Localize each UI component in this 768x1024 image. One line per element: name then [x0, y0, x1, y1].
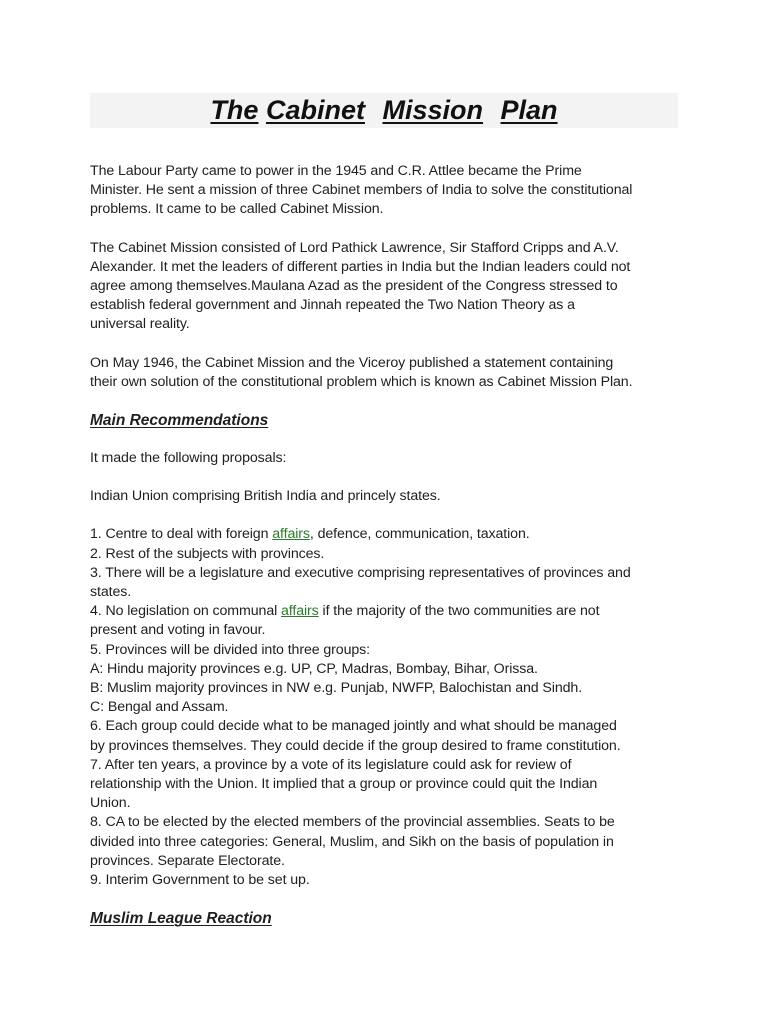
title-word: Mission [382, 95, 484, 125]
list-item: relationship with the Union. It implied that a group or province could quit the Indian [90, 776, 598, 793]
proposals-intro: It made the following proposals: [90, 450, 287, 467]
affairs-link[interactable]: affairs [281, 603, 319, 620]
recommendations-list [90, 525, 678, 890]
section-heading-league-reaction: Muslim League Reaction [90, 910, 272, 928]
list-item: present and voting in favour. [90, 622, 266, 639]
list-item: divided into three categories: General, Muslim, and Sikh on the basis of population in [90, 833, 614, 850]
list-item: 2. Rest of the subjects with provinces. [90, 545, 325, 562]
list-item: 8. CA to be elected by the elected members of the provincial assemblies. Seats to be [90, 814, 615, 831]
list-item: 3. There will be a legislature and executive comprising representatives of provinces and [90, 564, 631, 581]
title-bar [90, 93, 678, 128]
list-item: states. [90, 584, 132, 601]
title-word: Cabinet [265, 95, 365, 125]
section-heading-recommendations: Main Recommendations [90, 412, 269, 430]
list-item: 5. Provinces will be divided into three groups: [90, 641, 370, 658]
list-item: provinces. Separate Electorate. [90, 852, 285, 869]
list-item: B: Muslim majority provinces in NW e.g. Punjab, NWFP, Balochistan and Sindh. [90, 680, 583, 697]
affairs-link[interactable]: affairs [272, 526, 310, 543]
title-word: Plan [500, 95, 558, 125]
list-item: 4. No legislation on communal affairs if the majority of the two communities are not [90, 603, 600, 620]
list-item: A: Hindu majority provinces e.g. UP, CP, Madras, Bombay, Bihar, Orissa. [90, 660, 538, 677]
list-item: 1. Centre to deal with foreign affairs, defence, communication, taxation. [90, 526, 530, 543]
paragraph-mission-members: The Cabinet Mission consisted of Lord Pathick Lawrence, Sir Stafford Cripps and A.V. Alexander. It met the leaders of different parties in India but the Indian leaders could not agree among themselves.Maulana Azad as the president of the Congress stressed to establish federal government and Jinnah repeated the Two Nation Theory as a universal reality. [90, 239, 631, 333]
list-item: C: Bengal and Assam. [90, 699, 229, 716]
page-title [90, 93, 678, 128]
paragraph-intro: The Labour Party came to power in the 1945 and C.R. Attlee became the Prime Minister. He sent a mission of three Cabinet members of India to solve the constitutional problems. It came to be called Cabinet Mission. [90, 163, 633, 218]
document-page [90, 93, 678, 947]
paragraph-plan-statement: On May 1946, the Cabinet Mission and the Viceroy published a statement containing their own solution of the constitutional problem which is known as Cabinet Mission Plan. [90, 354, 633, 390]
indian-union-line: Indian Union comprising British India and princely states. [90, 488, 441, 505]
title-word: The [210, 95, 259, 125]
list-item: 7. After ten years, a province by a vote of its legislature could ask for review of [90, 756, 572, 773]
list-item: Union. [90, 795, 131, 812]
list-item: 9. Interim Government to be set up. [90, 872, 310, 889]
list-item: 6. Each group could decide what to be managed jointly and what should be managed [90, 718, 617, 735]
list-item: by provinces themselves. They could decide if the group desired to frame constitution. [90, 737, 621, 754]
